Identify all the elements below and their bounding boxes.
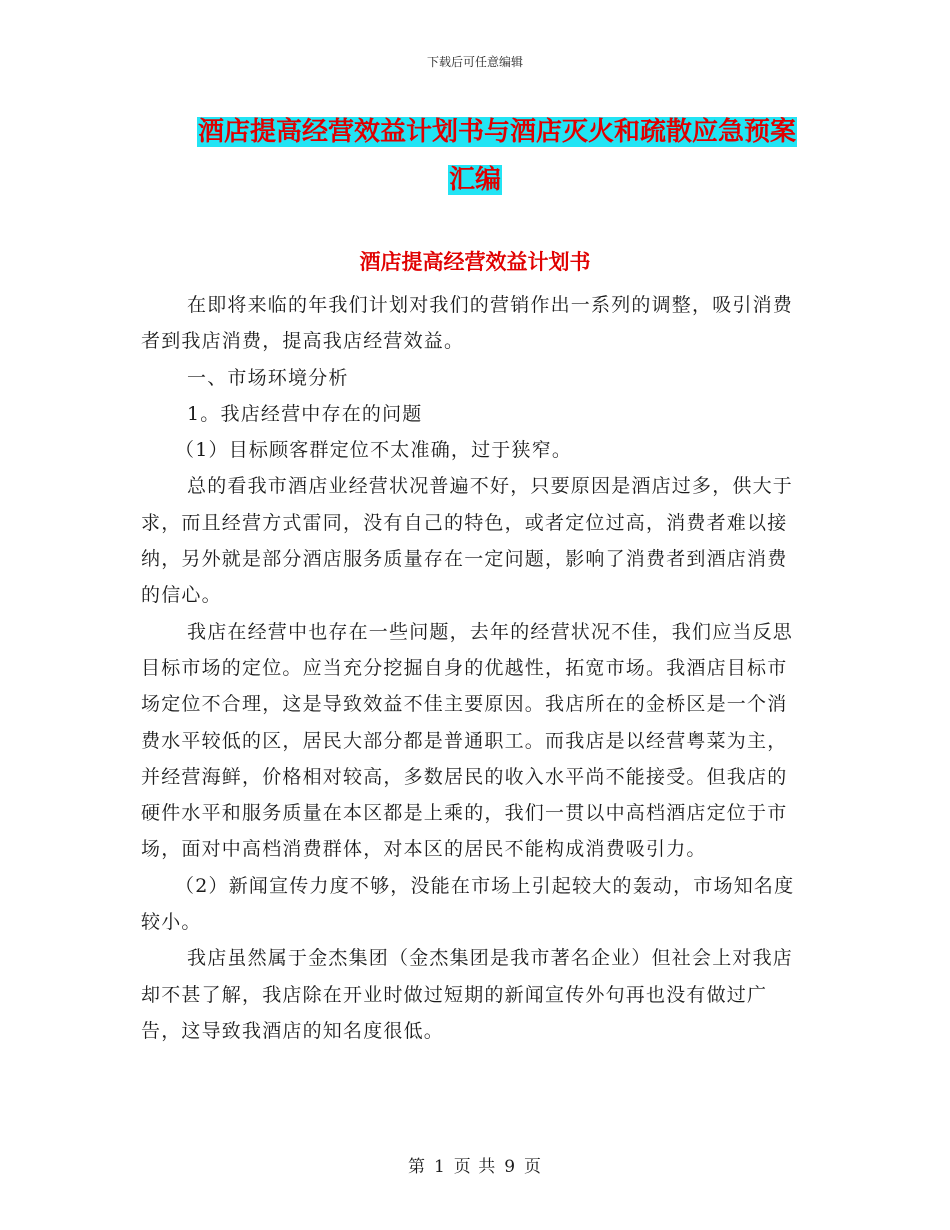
paragraph-positioning: 我店在经营中也存在一些问题，去年的经营状况不佳，我们应当反思目标市场的定位。应当充分挖掘自身的优越性，拓宽市场。我酒店目标市场定位不合理，这是导致效益不佳主要原因。我店所在的金桥区是一个消费水平较低的区，居民大部分都是普通职工。而我店是以经营粤菜为主，并经营海鲜，价格相对较高，多数居民的收入水平尚不能接受。但我店的硬件水平和服务质量在本区都是上乘的，我们一贯以中高档酒店定位于市场，面对中高档消费群体，对本区的居民不能构成消费吸引力。 — [141, 620, 794, 861]
heading-market-analysis: 一、市场环境分析 — [187, 366, 349, 389]
document-title — [0, 108, 950, 204]
heading-existing-problems: 1。我店经营中存在的问题 — [187, 402, 423, 425]
footer-total-pages: 9 — [504, 1157, 517, 1177]
footer-suffix: 页 — [524, 1157, 543, 1177]
list-item-problem-2: （2）新闻宣传力度不够，没能在市场上引起较大的轰动，市场知名度较小。 — [141, 874, 795, 934]
document-title-line-2: 汇编 — [448, 165, 501, 195]
document-title-line-1: 酒店提高经营效益计划书与酒店灭火和疏散应急预案 — [197, 117, 796, 147]
document-body — [141, 287, 801, 1049]
list-item-problem-1: （1）目标顾客群定位不太准确，过于狭窄。 — [175, 439, 573, 462]
paragraph-intro: 在即将来临的年我们计划对我们的营销作出一系列的调整，吸引消费者到我店消费，提高我店经营效益。 — [141, 294, 794, 353]
page-footer — [0, 1152, 950, 1177]
paragraph-industry-overview: 总的看我市酒店业经营状况普遍不好，只要原因是酒店过多，供大于求，而且经营方式雷同，没有自己的特色，或者定位过高，消费者难以接纳，另外就是部分酒店服务质量存在一定问题，影响了消费者到酒店消费的信心。 — [141, 475, 794, 607]
footer-current-page: 1 — [433, 1157, 446, 1177]
page-header-note: 下载后可任意编辑 — [426, 55, 523, 69]
section-title: 酒店提高经营效益计划书 — [359, 249, 591, 274]
footer-prefix: 第 — [407, 1157, 426, 1177]
paragraph-publicity: 我店虽然属于金杰集团（金杰集团是我市著名企业）但社会上对我店却不甚了解，我店除在开业时做过短期的新闻宣传外句再也没有做过广告，这导致我酒店的知名度很低。 — [141, 947, 794, 1042]
footer-middle: 页 共 — [453, 1157, 497, 1177]
